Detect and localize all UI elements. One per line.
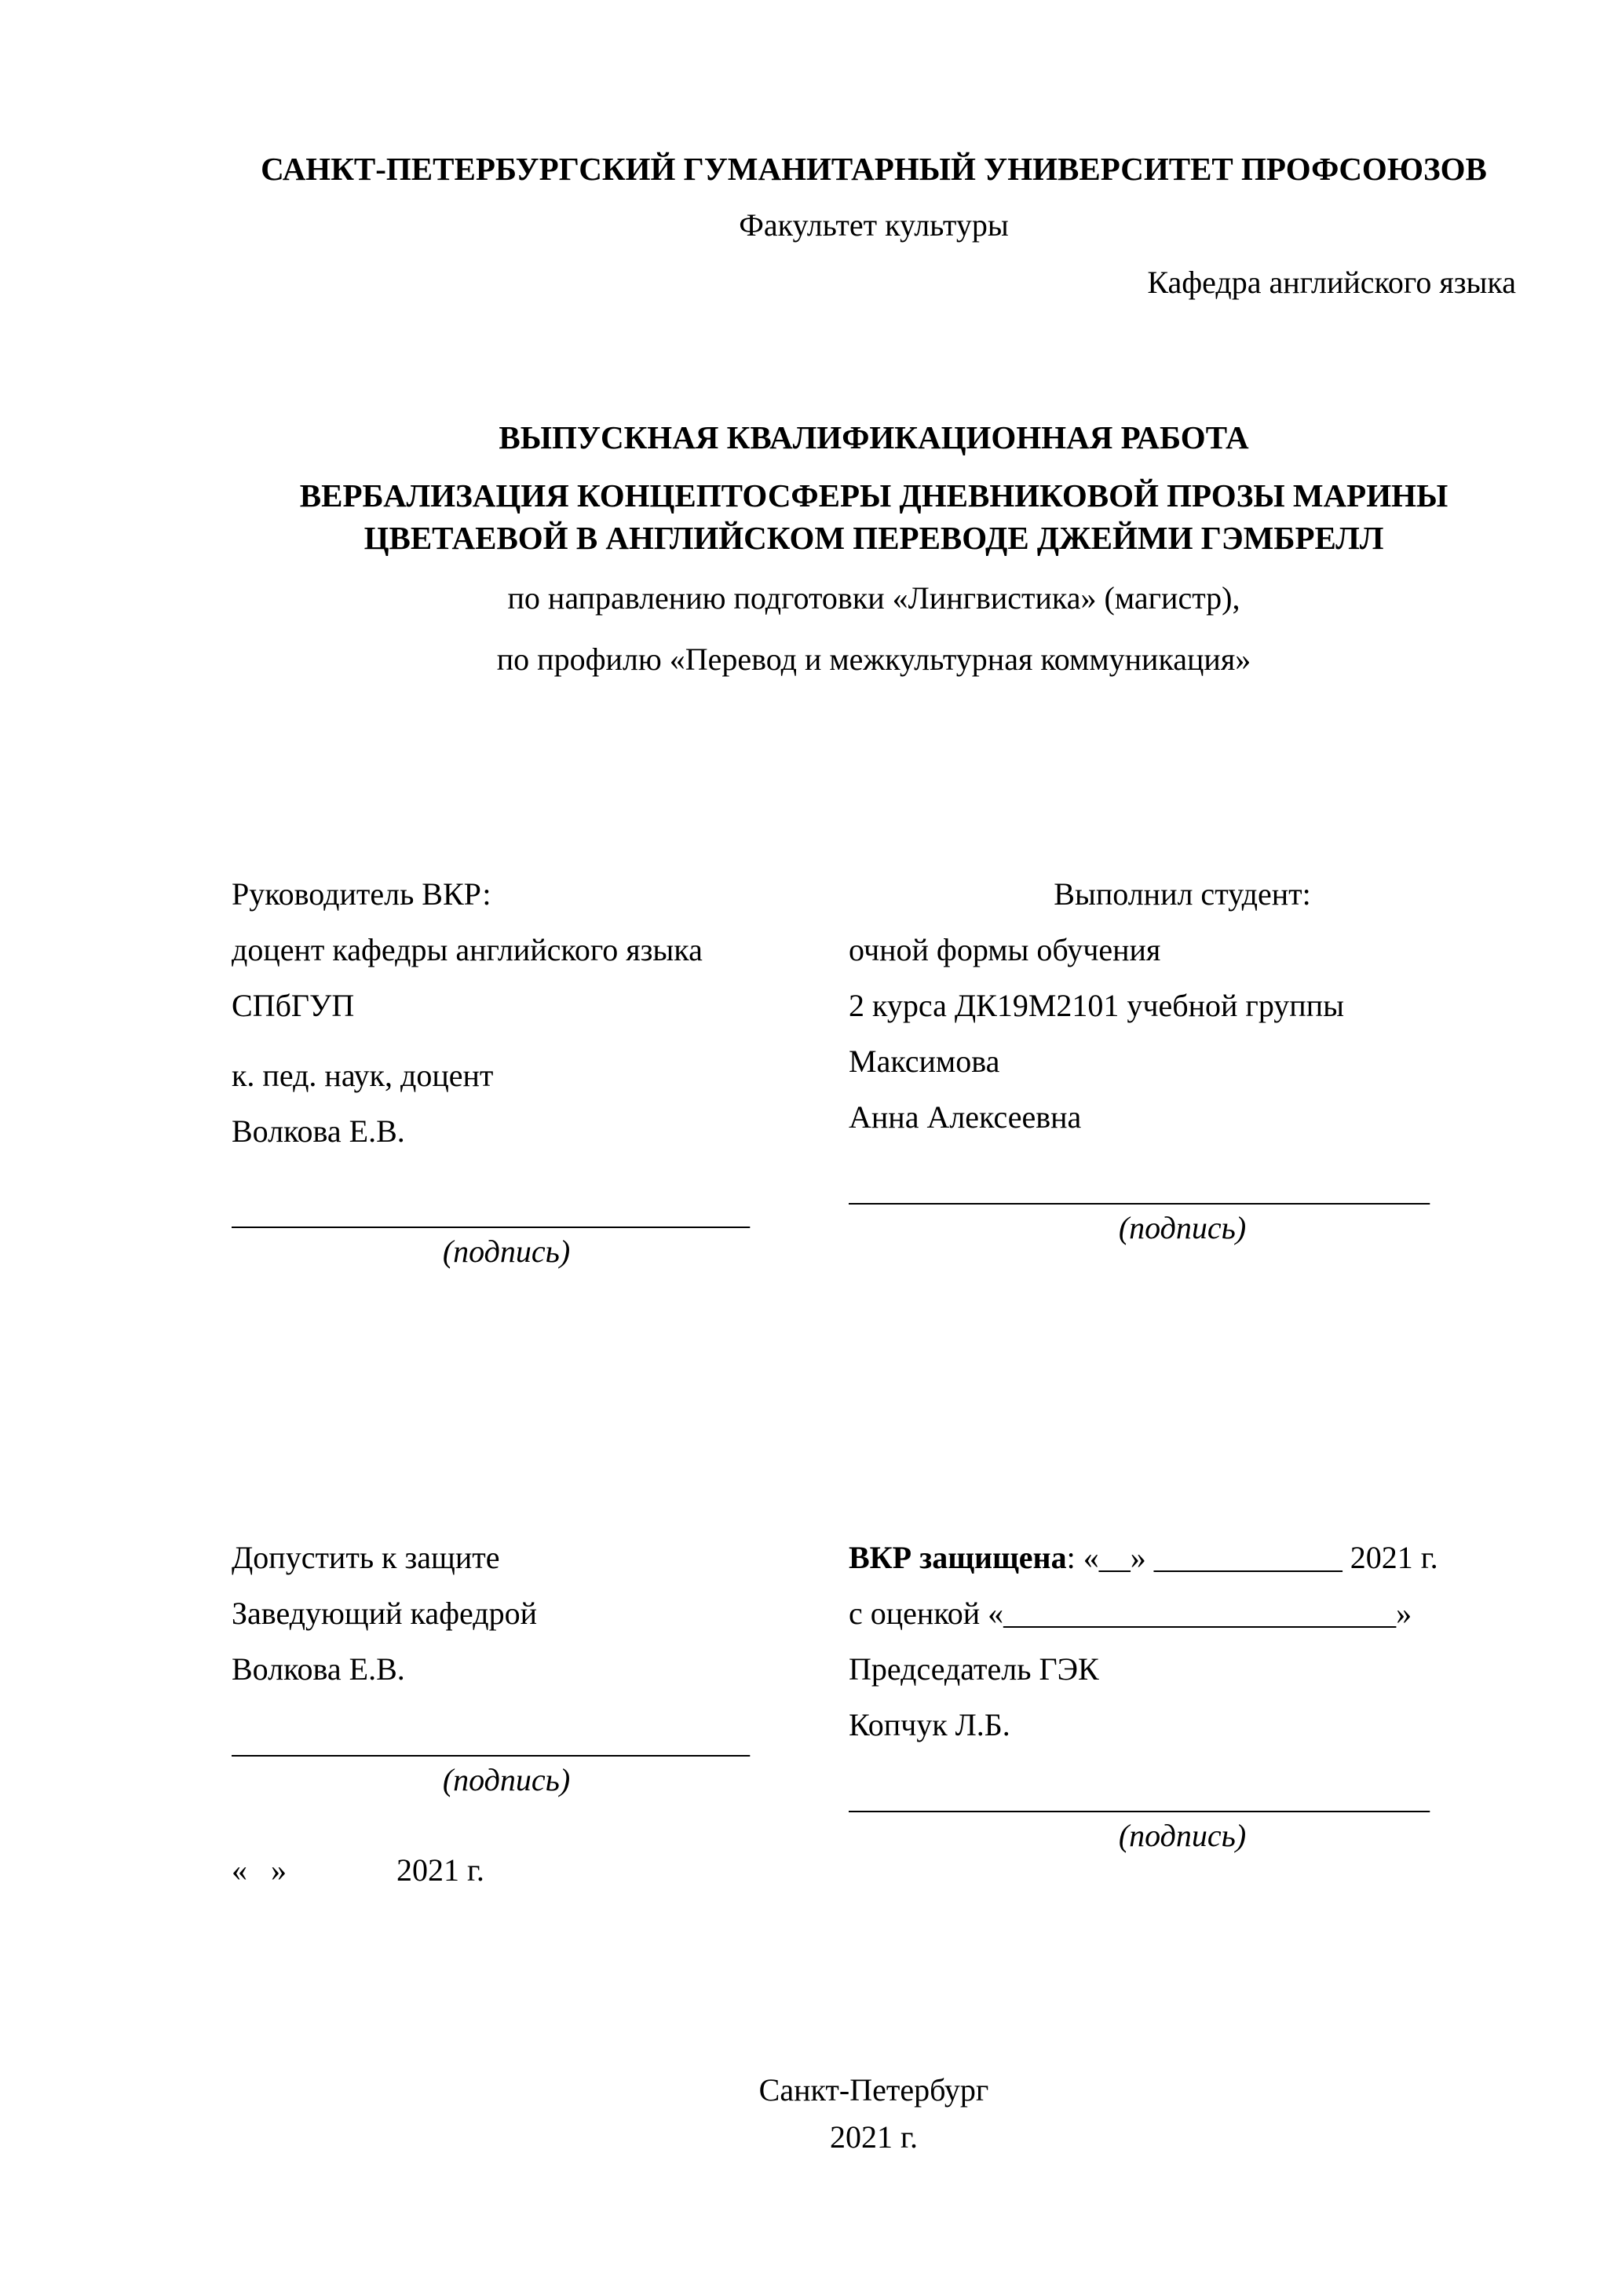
admission-name: Волкова Е.В. [232,1651,405,1687]
defense-chair-name: Копчук Л.Б. [849,1706,1010,1742]
defense-line [849,1530,1516,1585]
footer-city: Санкт-Петербург [758,2071,989,2108]
work-type-heading: ВЫПУСКНАЯ КВАЛИФИКАЦИОННАЯ РАБОТА [499,419,1249,456]
admission-signature-line: _________________________________ [232,1724,750,1760]
footer-year: 2021 г. [830,2119,918,2155]
signatures-row [232,866,1516,1270]
defense-grade-line: с оценкой «_________________________» [849,1595,1412,1631]
student-surname: Максимова [849,1043,1000,1079]
admission-block [232,1530,781,1898]
student-study-form: очной формы обучения [849,931,1161,967]
supervisor-label: Руководитель ВКР: [232,876,491,912]
student-signature-line: _____________________________________ [849,1172,1430,1208]
defense-block [849,1530,1516,1898]
student-group: 2 курса ДК19М2101 учебной группы [849,987,1344,1023]
supervisor-degree: к. пед. наук, доцент [232,1057,494,1093]
supervisor-signature-caption: (подпись) [442,1233,571,1269]
university-name: САНКТ-ПЕТЕРБУРГСКИЙ ГУМАНИТАРНЫЙ УНИВЕРСИТЕТ ПРОФСОЮЗОВ [261,151,1487,187]
program-direction: по направлению подготовки «Лингвистика» (магистр), [507,579,1240,616]
approval-row [232,1530,1516,1898]
admission-date-line: « » 2021 г. [232,1852,484,1888]
supervisor-name: Волкова Е.В. [232,1113,405,1149]
defense-label-rest: : «__» ____________ 2021 г. [1066,1539,1438,1575]
admission-line2: Заведующий кафедрой [232,1595,538,1631]
admission-signature-caption: (подпись) [442,1761,571,1797]
faculty-name: Факультет культуры [739,207,1009,243]
supervisor-signature-line: _________________________________ [232,1196,750,1231]
student-name: Анна Алексеевна [849,1099,1082,1135]
department-name: Кафедра английского языка [1147,265,1516,301]
student-block [849,866,1516,1270]
defense-chair-title: Председатель ГЭК [849,1651,1099,1687]
supervisor-position-line1: доцент кафедры английского языка [232,931,703,967]
supervisor-position-line2: СПбГУП [232,987,355,1023]
thesis-title: ВЕРБАЛИЗАЦИЯ КОНЦЕПТОСФЕРЫ ДНЕВНИКОВОЙ ПРОЗЫ МАРИНЫ ЦВЕТАЕВОЙ В АНГЛИЙСКОМ ПЕРЕВОДЕ ДЖЕЙМИ ГЭМБРЕЛЛ [299,477,1448,556]
student-label: Выполнил студент: [1054,876,1311,912]
student-signature-caption: (подпись) [1118,1209,1247,1245]
admission-line1: Допустить к защите [232,1539,500,1575]
defense-label: ВКР защищена [849,1539,1067,1575]
program-profile: по профилю «Перевод и межкультурная коммуникация» [496,641,1251,677]
supervisor-block [232,866,781,1270]
defense-signature-line: _____________________________________ [849,1780,1430,1815]
defense-signature-caption: (подпись) [1118,1817,1247,1853]
